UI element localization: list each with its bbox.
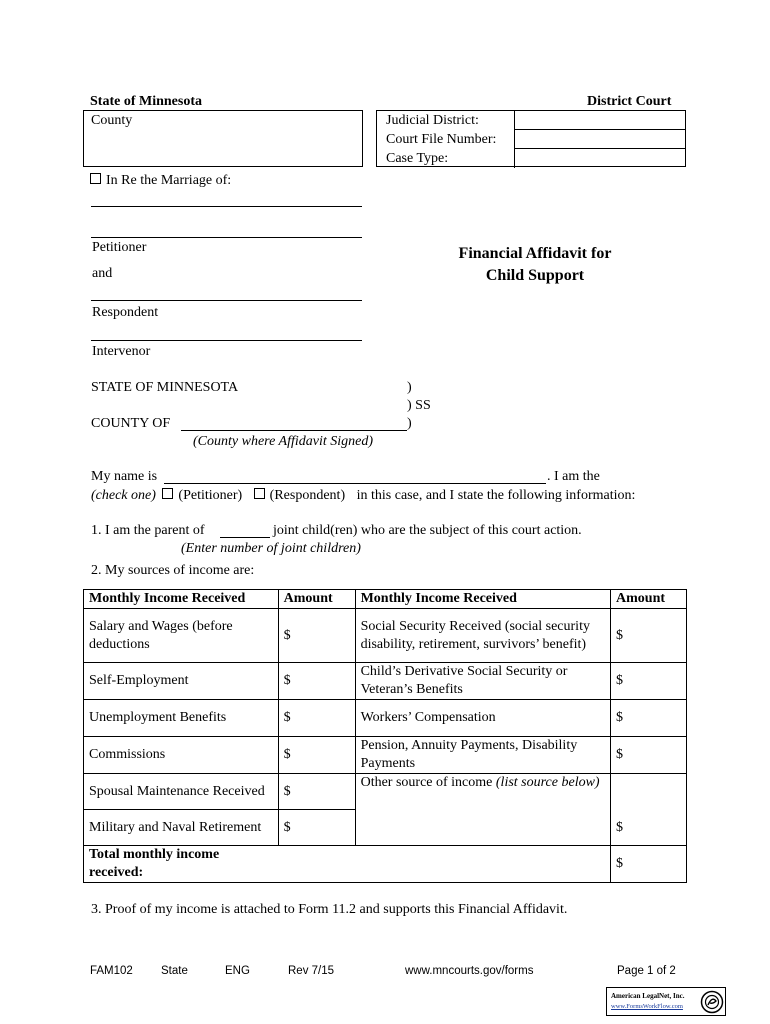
- respondent-label: Respondent: [92, 305, 159, 320]
- item2-text: 2. My sources of income are:: [91, 563, 255, 578]
- logo-url[interactable]: www.FormsWorkFlow.com: [611, 1003, 683, 1010]
- item3-text: 3. Proof of my income is attached to Form 11.2 and supports this Financial Affidavit.: [91, 902, 568, 917]
- footer-lang: ENG: [225, 965, 250, 977]
- joint-children-field[interactable]: [220, 537, 270, 538]
- income-source-label: Military and Naval Retirement: [84, 810, 279, 846]
- petitioner-line-1[interactable]: [91, 206, 362, 207]
- col-header: Amount: [611, 590, 687, 609]
- petitioner-label: Petitioner: [92, 240, 147, 255]
- total-amount-field[interactable]: $: [611, 846, 687, 883]
- amount-field[interactable]: $: [278, 609, 355, 663]
- amount-field[interactable]: $: [278, 700, 355, 737]
- amount-field[interactable]: $: [278, 810, 355, 846]
- income-source-label: Self-Employment: [84, 663, 279, 700]
- table-header-row: [84, 590, 687, 609]
- venue-ss: ) SS: [407, 398, 431, 413]
- state-heading: State of Minnesota: [90, 94, 202, 109]
- income-source-label: Salary and Wages (before deductions: [84, 609, 279, 663]
- income-source-label: Pension, Annuity Payments, Disability Payments: [355, 737, 610, 774]
- venue-paren-3: ): [407, 416, 412, 431]
- county-of-field[interactable]: [181, 430, 407, 431]
- other-income-hint: (list source below): [495, 775, 600, 790]
- county-hint: (County where Affidavit Signed): [193, 434, 374, 449]
- petitioner-checkbox[interactable]: [162, 488, 173, 499]
- total-label: Total monthly income received:: [84, 846, 279, 883]
- col-header: Monthly Income Received: [355, 590, 610, 609]
- statement-rest: in this case, and I state the following information:: [356, 488, 636, 503]
- income-source-label: Child’s Derivative Social Security or Veteran’s Benefits: [355, 663, 610, 700]
- case-info-box: [376, 110, 686, 167]
- table-row: [84, 609, 687, 663]
- income-source-label: Commissions: [84, 737, 279, 774]
- affidavit-title-line-2: Child Support: [485, 267, 585, 284]
- col-header: Monthly Income Received: [84, 590, 279, 609]
- amount-field[interactable]: $: [278, 663, 355, 700]
- judicial-district-label: Judicial District:: [386, 113, 479, 128]
- amount-field[interactable]: $: [611, 774, 687, 846]
- and-label: and: [92, 266, 113, 281]
- marriage-label: In Re the Marriage of:: [106, 173, 232, 188]
- check-one-row: [91, 488, 635, 504]
- footer-rev: Rev 7/15: [288, 965, 335, 977]
- footer-page: Page 1 of 2: [617, 965, 676, 977]
- petitioner-line-2[interactable]: [91, 237, 362, 238]
- respondent-line[interactable]: [91, 300, 362, 301]
- amount-field[interactable]: $: [611, 700, 687, 737]
- amount-field[interactable]: $: [278, 737, 355, 774]
- case-type-label: Case Type:: [386, 151, 449, 166]
- other-income-label: Other source of income: [360, 775, 493, 790]
- amount-field[interactable]: $: [611, 663, 687, 700]
- county-box: [83, 110, 363, 167]
- legalnet-emblem-icon: [700, 990, 724, 1014]
- total-spacer: [278, 846, 610, 883]
- logo-name: American LegalNet, Inc.: [611, 992, 685, 1000]
- footer-state: State: [161, 965, 188, 977]
- marriage-row: [90, 173, 231, 189]
- footer-url[interactable]: www.mncourts.gov/forms: [405, 965, 534, 977]
- venue-paren-1: ): [407, 380, 412, 395]
- i-am-the-label: . I am the: [547, 469, 600, 484]
- respondent-option: (Respondent): [269, 488, 346, 503]
- item1-prefix: 1. I am the parent of: [91, 523, 205, 538]
- income-source-label: Spousal Maintenance Received: [84, 774, 279, 810]
- marriage-checkbox[interactable]: [90, 173, 101, 184]
- table-total-row: [84, 846, 687, 883]
- table-row: [84, 774, 687, 810]
- legalnet-logo[interactable]: [606, 987, 726, 1016]
- table-row: [84, 700, 687, 737]
- venue-county-of: COUNTY OF: [91, 416, 171, 431]
- item1-hint: (Enter number of joint children): [181, 541, 361, 556]
- table-row: [84, 663, 687, 700]
- my-name-label: My name is: [91, 469, 158, 484]
- intervenor-line[interactable]: [91, 340, 362, 341]
- venue-state: STATE OF MINNESOTA: [91, 380, 239, 395]
- judicial-district-field[interactable]: [515, 129, 686, 130]
- footer-form: FAM102: [90, 965, 133, 977]
- court-file-number-label: Court File Number:: [386, 132, 497, 147]
- my-name-field[interactable]: [164, 483, 546, 484]
- table-row: [84, 737, 687, 774]
- county-label: County: [91, 113, 133, 128]
- affidavit-title-line-1: Financial Affidavit for: [458, 245, 612, 262]
- income-source-label: Unemployment Benefits: [84, 700, 279, 737]
- other-income-cell[interactable]: [355, 774, 610, 846]
- item1-suffix: joint child(ren) who are the subject of this court action.: [273, 523, 582, 538]
- col-header: Amount: [278, 590, 355, 609]
- income-source-label: Workers’ Compensation: [355, 700, 610, 737]
- amount-field[interactable]: $: [611, 737, 687, 774]
- intervenor-label: Intervenor: [92, 344, 151, 359]
- respondent-checkbox[interactable]: [254, 488, 265, 499]
- court-heading: District Court: [587, 94, 672, 109]
- field-divider: [514, 111, 515, 168]
- petitioner-option: (Petitioner): [178, 488, 243, 503]
- court-file-number-field[interactable]: [515, 148, 686, 149]
- check-one-label: (check one): [91, 488, 156, 503]
- amount-field[interactable]: $: [611, 609, 687, 663]
- income-table: [83, 589, 687, 883]
- amount-field[interactable]: $: [278, 774, 355, 810]
- income-source-label: Social Security Received (social security disability, retirement, survivors’ benefit): [355, 609, 610, 663]
